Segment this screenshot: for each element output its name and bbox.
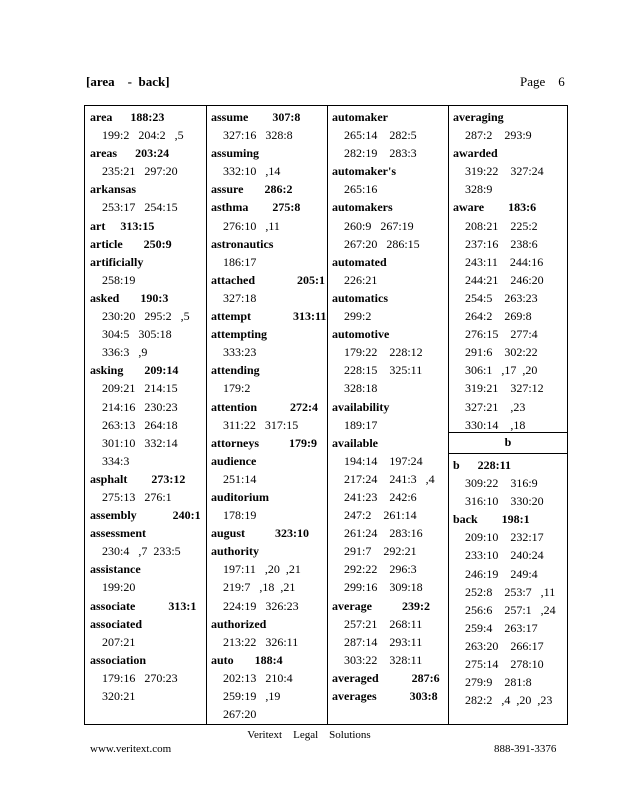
column-divider	[206, 106, 207, 724]
index-page-refs: 254:5 263:23	[465, 290, 538, 305]
index-column-3	[332, 108, 440, 705]
footer-company: Veritext Legal Solutions	[247, 729, 371, 741]
index-entry: average 239:2	[332, 598, 430, 613]
index-page-refs: 291:6 302:22	[465, 345, 538, 360]
index-entry: averaged 287:6	[332, 670, 440, 685]
index-page-refs: 316:10 330:20	[465, 494, 544, 509]
index-page-refs: 292:22 296:3	[344, 562, 417, 577]
index-page-refs: 228:15 325:11	[344, 363, 423, 378]
index-entry: attempt 313:11	[211, 309, 327, 324]
index-page-refs: 233:10 240:24	[465, 548, 544, 563]
footer-website: www.veritext.com	[90, 743, 172, 755]
index-page-refs: 282:2 ,4 ,20 ,23	[465, 693, 553, 708]
index-page-refs: 334:3	[102, 453, 130, 468]
index-page-refs: 186:17	[223, 254, 257, 269]
index-entry: artificially	[90, 254, 144, 269]
section-divider	[448, 432, 568, 433]
index-page-refs: 178:19	[223, 508, 257, 523]
index-entry: assume 307:8	[211, 110, 301, 124]
index-page-refs: 257:21 268:11	[344, 616, 423, 631]
index-entry: attorneys 179:9	[211, 435, 317, 450]
index-page-refs: 219:7 ,18 ,21	[223, 580, 296, 595]
index-page-refs: 327:21 ,23	[465, 399, 526, 414]
index-column-2	[211, 108, 326, 723]
index-page-refs: 306:1 ,17 ,20	[465, 363, 538, 378]
index-page-refs: 336:3 ,9	[102, 345, 148, 360]
index-page-refs: 304:5 305:18	[102, 327, 172, 342]
index-page-refs: 179:16 270:23	[102, 670, 178, 685]
index-entry: auditorium	[211, 489, 270, 504]
index-entry: availability	[332, 399, 390, 414]
index-entry: associated	[90, 616, 142, 631]
index-page-refs: 235:21 297:20	[102, 164, 178, 179]
index-entry: attempting	[211, 327, 267, 342]
index-page-refs: 244:21 246:20	[465, 272, 544, 287]
index-page-refs: 243:11 244:16	[465, 254, 544, 269]
index-page-refs: 263:13 264:18	[102, 417, 178, 432]
index-page-refs: 199:2 204:2 ,5	[102, 128, 184, 143]
index-page-refs: 258:19	[102, 272, 136, 287]
index-page-refs: 299:2	[344, 309, 372, 324]
index-entry: authorized	[211, 616, 267, 631]
index-entry: back 198:1	[453, 512, 530, 527]
index-page-refs: 291:7 292:21	[344, 544, 417, 559]
index-page-refs: 199:20	[102, 580, 136, 595]
index-page-refs: 319:21 327:12	[465, 381, 544, 396]
index-entry: automaker	[332, 110, 388, 124]
index-entry: assure 286:2	[211, 182, 293, 197]
index-entry: assembly 240:1	[90, 508, 201, 523]
index-page-refs: 261:24 283:16	[344, 526, 423, 541]
index-page-refs: 301:10 332:14	[102, 435, 178, 450]
index-entry: averaging	[453, 110, 504, 124]
index-entry: asphalt 273:12	[90, 471, 186, 486]
index-entry: audience	[211, 453, 257, 468]
index-page-refs: 276:10 ,11	[223, 218, 280, 233]
index-column-1	[90, 108, 201, 705]
index-page-refs: 247:2 261:14	[344, 508, 417, 523]
index-page-refs: 179:2	[223, 381, 251, 396]
index-entry: automated	[332, 254, 387, 269]
index-column-4-b	[453, 456, 556, 709]
index-entry: aware 183:6	[453, 200, 537, 215]
index-entry: awarded	[453, 146, 498, 161]
index-page-refs: 319:22 327:24	[465, 164, 544, 179]
index-page-refs: 309:22 316:9	[465, 476, 538, 491]
index-page-refs: 179:22 228:12	[344, 345, 423, 360]
index-page-refs: 311:22 317:15	[223, 417, 299, 432]
page-number: Page 6	[520, 74, 565, 89]
index-page-refs: 253:17 254:15	[102, 200, 178, 215]
index-page-refs: 256:6 257:1 ,24	[465, 602, 556, 617]
index-page-refs: 330:14 ,18	[465, 417, 526, 432]
index-page-refs: 202:13 210:4	[223, 670, 293, 685]
index-page-refs: 224:19 326:23	[223, 598, 299, 613]
column-divider	[448, 106, 449, 724]
index-entry: asked 190:3	[90, 290, 169, 305]
index-page-refs: 209:10 232:17	[465, 530, 544, 545]
index-page-refs: 217:24 241:3 ,4	[344, 471, 435, 486]
column-divider	[327, 106, 328, 724]
index-page-refs: 333:23	[223, 345, 257, 360]
index-page-refs: 267:20 286:15	[344, 236, 420, 251]
index-page-refs: 209:21 214:15	[102, 381, 178, 396]
index-entry: asthma 275:8	[211, 200, 301, 215]
index-page-refs: 226:21	[344, 272, 378, 287]
index-entry: august 323:10	[211, 526, 310, 541]
index-column-4	[453, 108, 544, 434]
index-entry: association	[90, 652, 147, 667]
index-page-refs: 260:9 267:19	[344, 218, 414, 233]
index-page-refs: 259:19 ,19	[223, 689, 281, 703]
index-entry: astronautics	[211, 236, 274, 251]
index-page-refs: 230:20 295:2 ,5	[102, 309, 190, 324]
index-page-refs: 328:9	[465, 182, 493, 197]
index-page-refs: 189:17	[344, 417, 378, 432]
index-page-refs: 214:16 230:23	[102, 399, 178, 414]
index-entry: attention 272:4	[211, 399, 318, 414]
index-page-refs: 213:22 326:11	[223, 634, 299, 649]
index-page-refs: 287:14 293:11	[344, 634, 423, 649]
index-entry: area 188:23	[90, 110, 165, 124]
index-page-refs: 275:13 276:1	[102, 489, 172, 504]
index-entry: automakers	[332, 200, 393, 215]
index-entry: areas 203:24	[90, 146, 170, 161]
index-page-refs: 279:9 281:8	[465, 675, 532, 690]
index-page-refs: 267:20	[223, 707, 257, 722]
index-entry: automotive	[332, 327, 390, 342]
index-page-refs: 252:8 253:7 ,11	[465, 584, 556, 599]
index-entry: assistance	[90, 562, 141, 577]
index-page-refs: 259:4 263:17	[465, 620, 538, 635]
index-box	[84, 105, 568, 725]
index-page-refs: 265:16	[344, 182, 378, 197]
index-page-refs: 265:14 282:5	[344, 128, 417, 143]
index-page-refs: 251:14	[223, 471, 257, 486]
index-page-refs: 263:20 266:17	[465, 638, 544, 653]
index-entry: assessment	[90, 526, 146, 541]
footer-phone: 888-391-3376	[494, 743, 557, 755]
section-divider	[448, 453, 568, 454]
index-page-refs: 287:2 293:9	[465, 128, 532, 143]
index-page-refs: 241:23 242:6	[344, 489, 417, 504]
page-range: [area - back]	[86, 74, 170, 89]
index-page-refs: 208:21 225:2	[465, 218, 538, 233]
index-entry: automaker's	[332, 164, 396, 179]
index-entry: available	[332, 435, 379, 450]
index-entry: arkansas	[90, 182, 137, 197]
index-page-refs: 276:15 277:4	[465, 327, 538, 342]
index-entry: associate 313:1	[90, 598, 197, 613]
index-page-refs: 299:16 309:18	[344, 580, 423, 595]
index-entry: asking 209:14	[90, 363, 179, 378]
index-page-refs: 328:18	[344, 381, 378, 396]
index-page-refs: 237:16 238:6	[465, 236, 538, 251]
index-entry: attending	[211, 363, 260, 378]
index-entry: b 228:11	[453, 458, 512, 472]
index-entry: art 313:15	[90, 218, 155, 233]
index-entry: auto 188:4	[211, 652, 283, 667]
index-page-refs: 194:14 197:24	[344, 453, 423, 468]
index-page-refs: 320:21	[102, 689, 136, 703]
index-page-refs: 282:19 283:3	[344, 146, 417, 161]
index-entry: assuming	[211, 146, 260, 161]
index-page-refs: 197:11 ,20 ,21	[223, 562, 301, 577]
index-entry: automatics	[332, 290, 388, 305]
index-page-refs: 327:18	[223, 290, 257, 305]
index-page-refs: 264:2 269:8	[465, 309, 532, 324]
index-page-refs: 303:22 328:11	[344, 652, 423, 667]
section-letter: b	[504, 435, 512, 449]
index-entry: attached 205:1	[211, 272, 325, 287]
index-entry: averages 303:8	[332, 689, 438, 703]
index-entry: authority	[211, 544, 259, 559]
index-page-refs: 230:4 ,7 233:5	[102, 544, 181, 559]
index-page-refs: 246:19 249:4	[465, 566, 538, 581]
index-page-refs: 327:16 328:8	[223, 128, 293, 143]
index-page-refs: 332:10 ,14	[223, 164, 281, 179]
index-page-refs: 275:14 278:10	[465, 657, 544, 672]
index-entry: article 250:9	[90, 236, 172, 251]
index-page-refs: 207:21	[102, 634, 136, 649]
